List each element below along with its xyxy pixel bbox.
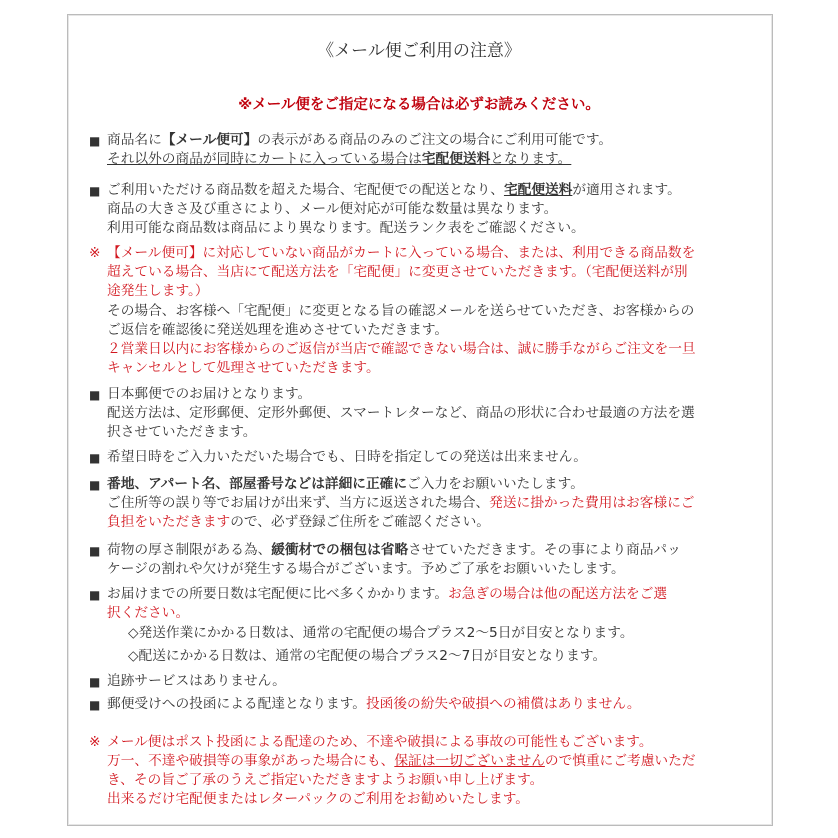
s2-line3: 利用可能な商品数は商品により異なります。配送ランク表をご確認ください。 — [107, 220, 585, 236]
s8-line1: お届けまでの所要日数は宅配便に比べ多くかかります。お急ぎの場合は他の配送方法をご選 — [107, 586, 668, 602]
page-title: 《メール便ご利用の注意》 — [317, 41, 521, 61]
s8-line2: 択ください。 — [107, 605, 190, 621]
s3-line6: ２営業日以内にお客様からのご返信が当店で確認できない場合は、誠に勝手ながらご注文を一旦 — [107, 341, 696, 357]
s6-line2: ご住所等の誤り等でお届けが出来ず、当方に返送された場合、発送に掛かった費用はお客様にご — [107, 495, 695, 511]
s6-line3: 負担をいただきますので、必ず登録ご住所をご確認ください。 — [107, 514, 490, 530]
s7-line1: 荷物の厚さ制限がある為、緩衝材での梱包は省略させていただきます。その事により商品パッ — [107, 542, 681, 558]
s11-line3: き、その旨ご了承のうえご指定いただきますようお願い申し上げます。 — [107, 772, 544, 788]
s3-line7: キャンセルとして処理させていただきます。 — [107, 360, 380, 376]
s7-line2: ケージの割れや欠けが発生する場合がございます。予めご了承をお願いいたします。 — [107, 561, 625, 577]
bullet-mark: ■ — [89, 698, 101, 712]
bullet-mark: ■ — [89, 544, 101, 558]
s1-line1: 商品名に【メール便可】の表示がある商品のみのご注文の場合にご利用可能です。 — [107, 132, 613, 148]
bullet-mark: ■ — [89, 184, 101, 198]
s3-line1: 【メール便可】に対応していない商品がカートに入っている場合、または、利用できる商品数を — [107, 245, 696, 261]
bullet-mark: ■ — [89, 588, 101, 602]
bullet-mark: ■ — [89, 451, 101, 465]
kome-mark: ※ — [89, 245, 101, 261]
s6-line1: 番地、アパート名、部屋番号などは詳細に正確にご入力をお願いいたします。 — [107, 476, 584, 492]
bullet-mark: ■ — [89, 134, 101, 148]
bullet-mark: ■ — [89, 675, 101, 689]
s11-line1: メール便はポスト投函による配達のため、不達や破損による事故の可能性もございます。 — [107, 734, 653, 750]
s4-line2: 配送方法は、定形郵便、定形外郵便、スマートレターなど、商品の形状に合わせ最適の方法を選 — [107, 405, 695, 421]
bullet-mark: ■ — [89, 478, 101, 492]
s4-line1: 日本郵便でのお届けとなります。 — [107, 386, 312, 402]
s2-line1: ご利用いただける商品数を超えた場合、宅配便での配送となり、宅配便送料が適用されます。 — [107, 182, 681, 198]
bullet-mark: ■ — [89, 388, 101, 402]
s2-line2: 商品の大きさ及び重さにより、メール便対応が可能な数量は異なります。 — [107, 201, 558, 217]
s1-line2: それ以外の商品が同時にカートに入っている場合は宅配便送料となります。 — [107, 151, 572, 167]
s3-line3: 途発生します。） — [107, 283, 209, 299]
s11-line4: 出来るだけ宅配便またはレターパックのご利用をお勧めいたします。 — [107, 791, 529, 807]
s5-line1: 希望日時をご入力いただいた場合でも、日時を指定しての発送は出来ません。 — [107, 449, 587, 465]
s10-line1: 郵便受けへの投函による配達となります。投函後の紛失や破損への補償はありません。 — [107, 696, 641, 712]
s8-line4: ◇配送にかかる日数は、通常の宅配便の場合プラス2～7日が目安となります。 — [128, 648, 607, 664]
kome-mark: ※ — [89, 734, 101, 750]
warning-subtitle: ※メール便をご指定になる場合は必ずお読みください。 — [238, 97, 600, 113]
s3-line5: ご返信を確認後に発送処理を進めさせていただきます。 — [107, 322, 449, 338]
s8-line3: ◇発送作業にかかる日数は、通常の宅配便の場合プラス2～5日が目安となります。 — [128, 625, 634, 641]
s3-line4: その場合、お客様へ「宅配便」に変更となる旨の確認メールを送らせていただき、お客様からの — [107, 303, 695, 319]
s9-line1: 追跡サービスはありません。 — [107, 673, 286, 689]
s4-line3: 択させていただきます。 — [107, 424, 257, 440]
s11-line2: 万一、不達や破損等の事象があった場合にも、保証は一切ございませんので慎重にご考慮いただ — [107, 753, 696, 769]
s3-line2: 超えている場合、当店にて配送方法を「宅配便」に変更させていただきます。（宅配便送料が別 — [107, 264, 688, 280]
